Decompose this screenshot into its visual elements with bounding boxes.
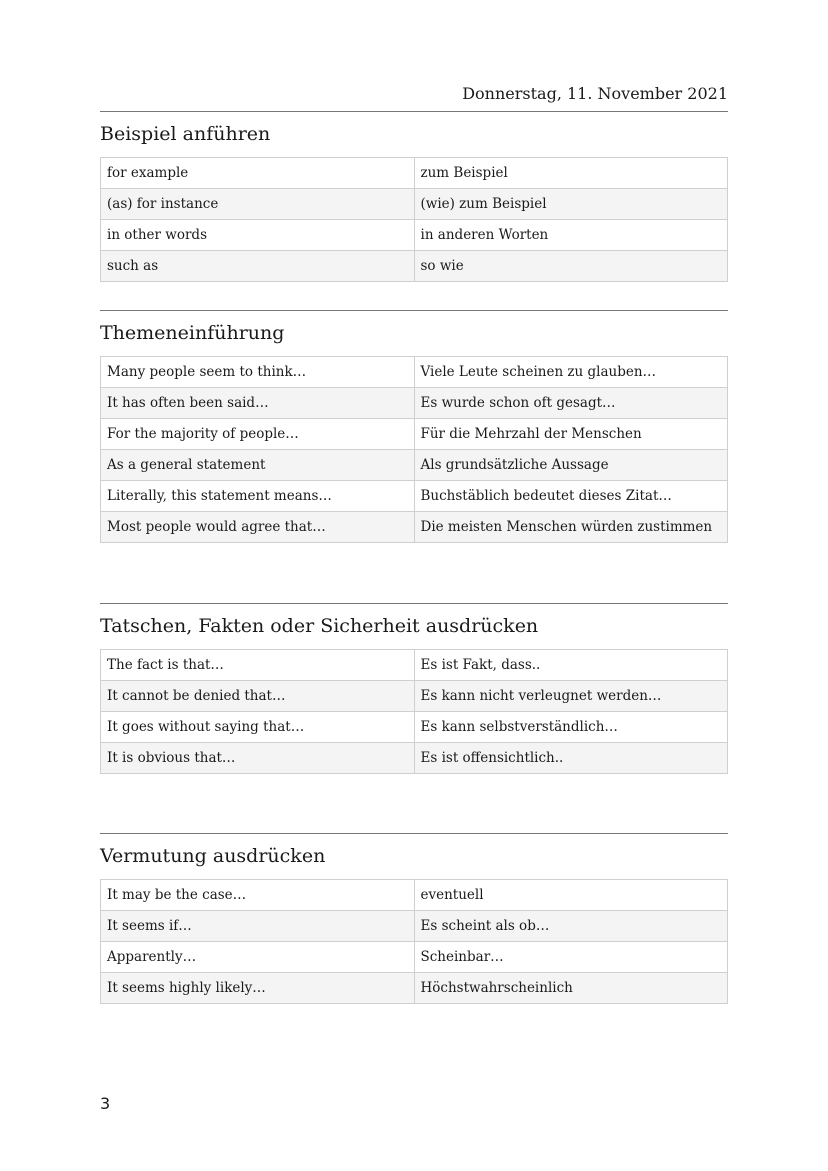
english-phrase: It is obvious that…: [101, 743, 415, 774]
section-fakten-sicherheit: [100, 603, 728, 766]
table-row: [101, 251, 728, 282]
english-phrase: Apparently…: [101, 942, 415, 973]
section-divider: [100, 111, 728, 112]
section-title: Vermutung ausdrücken: [100, 845, 326, 867]
table-row: [101, 388, 728, 419]
phrase-table: [100, 649, 728, 774]
german-phrase: Viele Leute scheinen zu glauben…: [414, 357, 728, 388]
section-title: Themeneinführung: [100, 322, 285, 344]
table-row: [101, 450, 728, 481]
german-phrase: Die meisten Menschen würden zustimmen: [414, 512, 728, 543]
english-phrase: For the majority of people…: [101, 419, 415, 450]
table-row: [101, 712, 728, 743]
table-row: [101, 220, 728, 251]
table-row: [101, 419, 728, 450]
table-row: [101, 942, 728, 973]
phrase-table: [100, 356, 728, 543]
german-phrase: Scheinbar…: [414, 942, 728, 973]
german-phrase: Es wurde schon oft gesagt…: [414, 388, 728, 419]
english-phrase: As a general statement: [101, 450, 415, 481]
english-phrase: The fact is that…: [101, 650, 415, 681]
section-themeneinfuehrung: [100, 310, 728, 535]
english-phrase: in other words: [101, 220, 415, 251]
table-row: [101, 357, 728, 388]
english-phrase: It goes without saying that…: [101, 712, 415, 743]
table-row: [101, 681, 728, 712]
english-phrase: Most people would agree that…: [101, 512, 415, 543]
table-row: [101, 973, 728, 1004]
page-number: 3: [100, 1094, 111, 1113]
page-date: Donnerstag, 11. November 2021: [462, 84, 728, 103]
english-phrase: (as) for instance: [101, 189, 415, 220]
german-phrase: Es kann nicht verleugnet werden…: [414, 681, 728, 712]
table-row: [101, 481, 728, 512]
german-phrase: Es ist offensichtlich..: [414, 743, 728, 774]
english-phrase: Literally, this statement means…: [101, 481, 415, 512]
table-row: [101, 880, 728, 911]
german-phrase: in anderen Worten: [414, 220, 728, 251]
german-phrase: Höchstwahrscheinlich: [414, 973, 728, 1004]
table-row: [101, 911, 728, 942]
german-phrase: Es ist Fakt, dass..: [414, 650, 728, 681]
table-row: [101, 158, 728, 189]
english-phrase: for example: [101, 158, 415, 189]
german-phrase: Buchstäblich bedeutet dieses Zitat…: [414, 481, 728, 512]
english-phrase: It has often been said…: [101, 388, 415, 419]
english-phrase: It cannot be denied that…: [101, 681, 415, 712]
german-phrase: Als grundsätzliche Aussage: [414, 450, 728, 481]
section-divider: [100, 833, 728, 834]
german-phrase: (wie) zum Beispiel: [414, 189, 728, 220]
section-vermutung-ausdruecken: [100, 833, 728, 996]
english-phrase: It seems highly likely…: [101, 973, 415, 1004]
section-divider: [100, 310, 728, 311]
english-phrase: Many people seem to think…: [101, 357, 415, 388]
table-row: [101, 650, 728, 681]
section-divider: [100, 603, 728, 604]
german-phrase: Es scheint als ob…: [414, 911, 728, 942]
section-title: Beispiel anführen: [100, 123, 271, 145]
section-beispiel-anfuehren: [100, 111, 728, 274]
table-row: [101, 743, 728, 774]
english-phrase: It seems if…: [101, 911, 415, 942]
german-phrase: so wie: [414, 251, 728, 282]
german-phrase: Für die Mehrzahl der Menschen: [414, 419, 728, 450]
phrase-table: [100, 879, 728, 1004]
german-phrase: Es kann selbstverständlich…: [414, 712, 728, 743]
table-row: [101, 189, 728, 220]
german-phrase: zum Beispiel: [414, 158, 728, 189]
phrase-table: [100, 157, 728, 282]
german-phrase: eventuell: [414, 880, 728, 911]
section-title: Tatschen, Fakten oder Sicherheit ausdrücken: [100, 615, 539, 637]
english-phrase: such as: [101, 251, 415, 282]
table-row: [101, 512, 728, 543]
english-phrase: It may be the case…: [101, 880, 415, 911]
